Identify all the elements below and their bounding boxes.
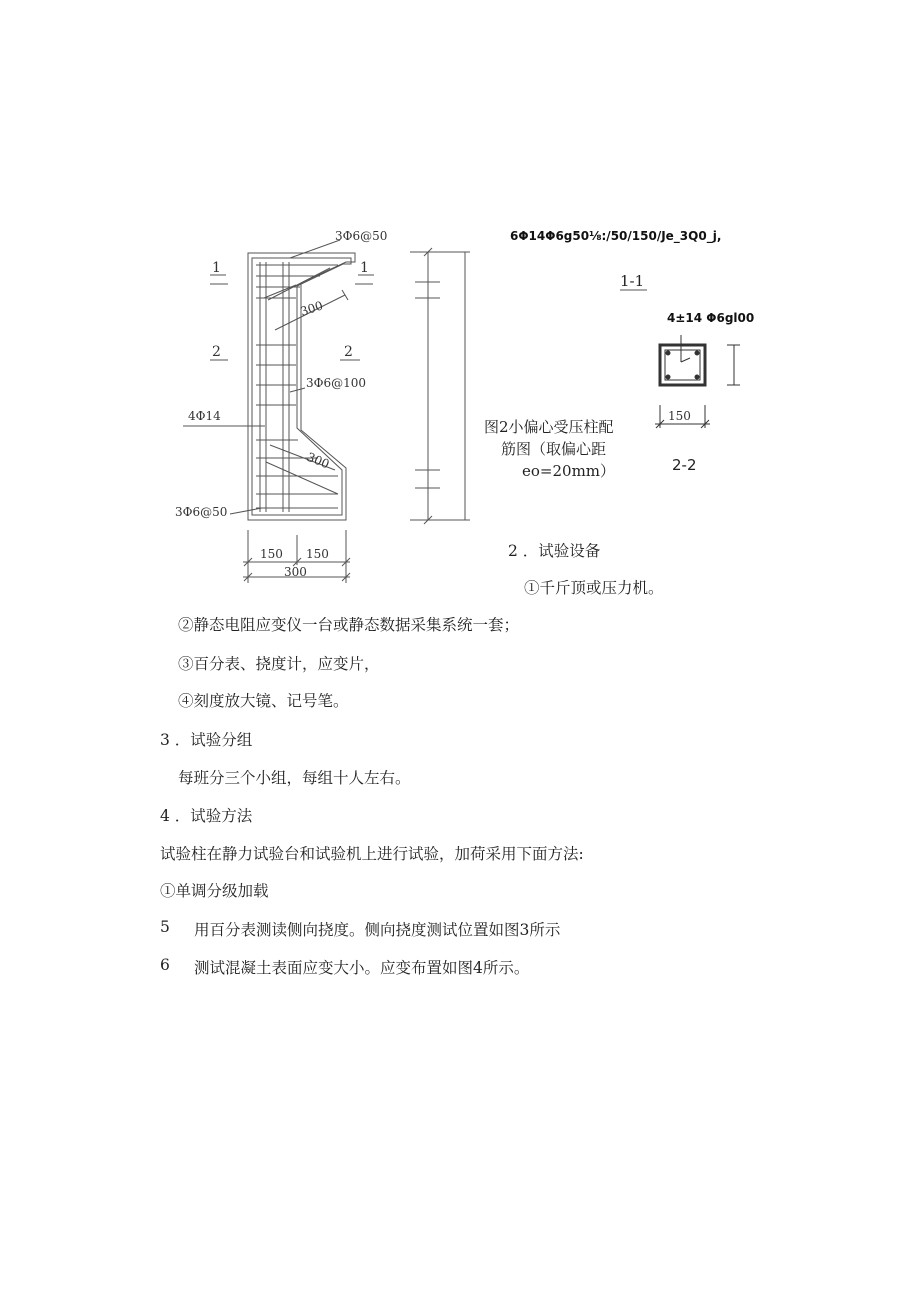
stirrup-label-top: 3Φ6@50 — [335, 229, 388, 243]
caption-line-1: 图2小偏心受压柱配 — [484, 418, 614, 436]
dim-300-base: 300 — [284, 565, 307, 579]
equipment-item-1: ①千斤顶或压力机。 — [524, 579, 664, 597]
heading-equipment: 2 ．试验设备 — [508, 542, 601, 560]
caption-line-2: 筋图（取偏心距 — [501, 440, 607, 458]
stirrup-label-bottom: 3Φ6@50 — [175, 505, 228, 519]
method-text: 试验柱在静力试验台和试验机上进行试验，加荷采用下面方法: — [160, 845, 584, 863]
step-5-text: 用百分表测读侧向挠度。侧向挠度测试位置如图3所示 — [194, 921, 561, 939]
section-label-2-right: 2 — [344, 344, 353, 360]
caption-line-3: eo=20mm） — [522, 462, 616, 480]
grouping-text: 每班分三个小组，每组十人左右。 — [178, 769, 411, 787]
section-1-1-title: 1-1 — [620, 272, 645, 290]
heading-grouping: 3 ．试验分组 — [160, 731, 253, 749]
equipment-item-2: ②静态电阻应变仪一台或静态数据采集系统一套； — [178, 616, 520, 634]
dim-300-bottom: 300 — [304, 449, 332, 472]
dim-300-top: 300 — [298, 298, 325, 319]
section-label-1-left: 1 — [212, 260, 221, 276]
section-2-2-note: 4±14 Φ6gl00 — [667, 311, 755, 325]
top-note: 6Φ14Φ6g50⅛:/50/150/Je_3Q0_j, — [510, 229, 722, 243]
step-6-number: 6 — [160, 956, 170, 974]
dim-150-b: 150 — [306, 547, 329, 561]
equipment-item-4: ④刻度放大镜、记号笔。 — [178, 692, 349, 710]
step-6-text: 测试混凝土表面应变大小。应变布置如图4所示。 — [194, 959, 530, 977]
step-5-number: 5 — [160, 918, 170, 936]
equipment-item-3: ③百分表、挠度计，应变片， — [178, 655, 380, 673]
section22-dim-label: 150 — [668, 409, 691, 423]
dim-150-a: 150 — [260, 547, 283, 561]
column-reinforcement-drawing — [0, 0, 920, 600]
section-2-2-title: 2-2 — [672, 456, 697, 474]
figure-caption — [484, 416, 615, 482]
method-item-1: ①单调分级加载 — [160, 882, 269, 900]
heading-method: 4 ．试验方法 — [160, 807, 253, 825]
section-label-2-left: 2 — [212, 344, 221, 360]
stirrup-label-mid: 3Φ6@100 — [306, 376, 367, 390]
section-label-1-right: 1 — [360, 260, 369, 276]
long-bar-label: 4Φ14 — [188, 409, 221, 423]
